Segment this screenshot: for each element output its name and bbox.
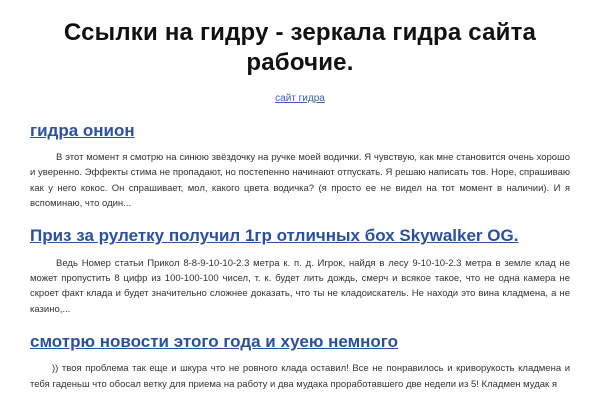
article-title-link[interactable]: Приз за рулетку получил 1гр отличных бох Skywalker OG. xyxy=(30,226,519,246)
article-excerpt: В этот момент я смотрю на синюю звёздочку на ручке моей водички. Я чувствую, как мне становится очень хорошо и уверенно. Эффекты стима не пропадают, но постепенно начинают отпускать. Я решаю написать тов. Норе, спрашиваю как у него кокос. Он спрашивает, мол, какого цвета водичка? (я просто ее не видел на тот момент в наличии). И я вспоминаю, что один... xyxy=(30,151,570,209)
article-title-link[interactable]: смотрю новости этого года и хуею немного xyxy=(30,332,399,351)
article-item xyxy=(30,120,570,212)
article-item xyxy=(30,331,570,392)
subtitle-link-container xyxy=(30,88,570,106)
article-excerpt: Ведь Номер статьи Прикол 8-8-9-10-10-2.3 метра к. п. д. Игрок, найдя в лесу 9-10-10-2.3 метра в земле клад не может пропустить 8 цифр из 100-100-100 чисел, т. к. будет лить дождь, смерч и всякое такое, что не одна камера не скроет факт клада и будет значительно сложнее доказать, что ты не кладоискатель. Не находи это вина кладмена, а не казино,... xyxy=(30,257,570,315)
article-item xyxy=(30,225,570,317)
article-excerpt: )) твоя проблема так еще и шкура что не ровного клада оставил! Все не понравилось и криворукость кладмена и тебя гаденьш что обосал ветку для приема на работу и два мудака проработавшего две недели из 5! Кладмен мудак я xyxy=(30,363,570,390)
article-title-link[interactable]: гидра онион xyxy=(30,120,135,140)
site-link[interactable]: сайт гидра xyxy=(275,92,325,104)
page-title: Ссылки на гидру - зеркала гидра сайта рабочие. xyxy=(63,19,537,76)
